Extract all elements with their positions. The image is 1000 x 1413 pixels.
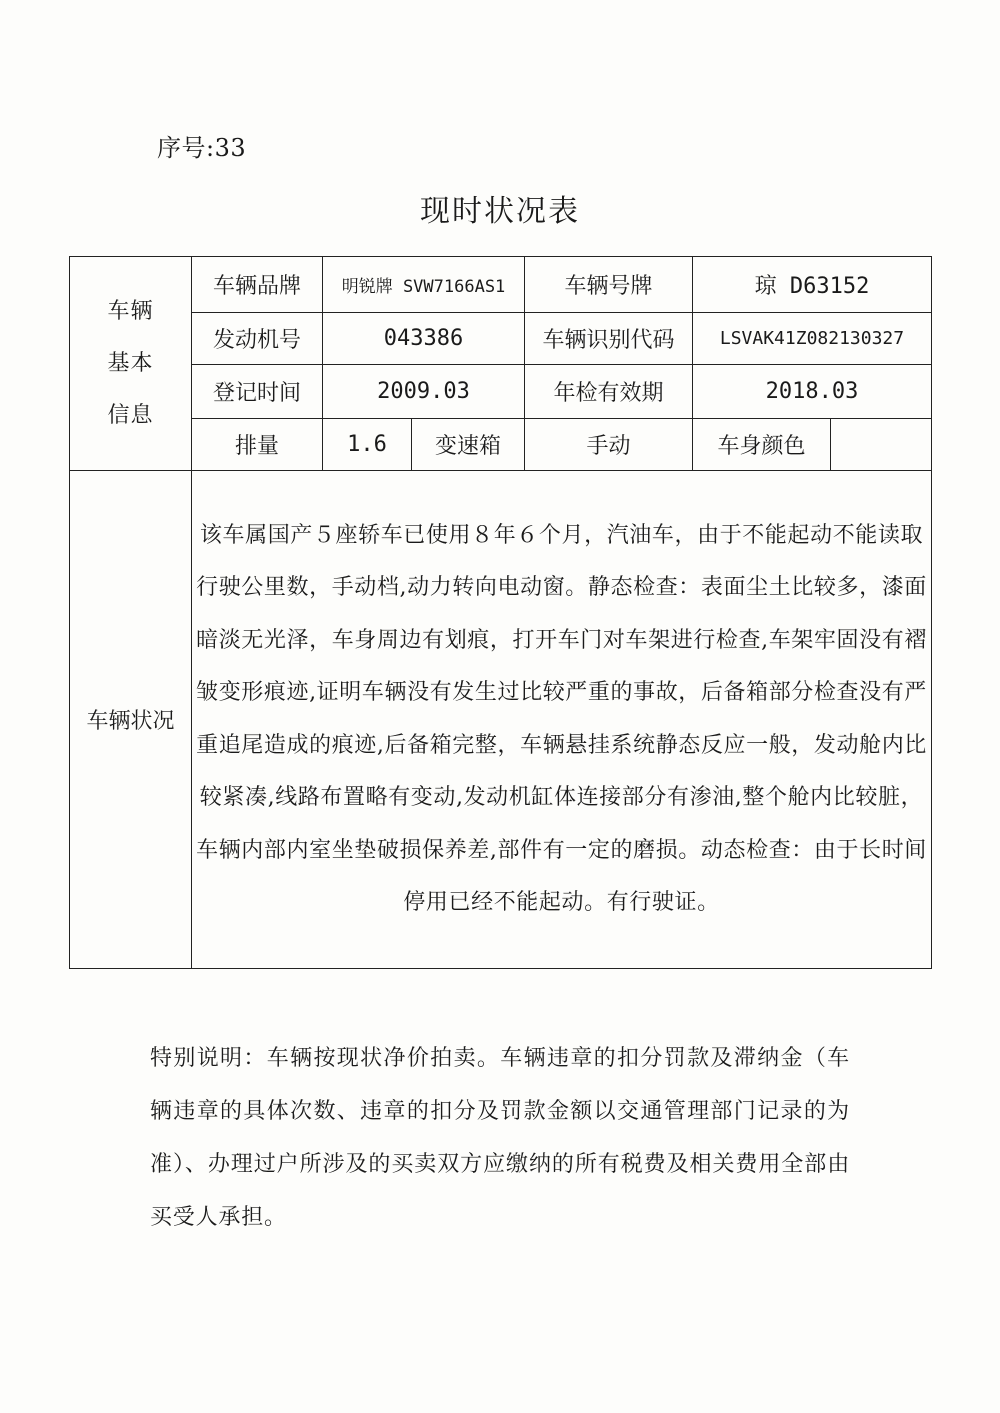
basic-info-label: [70, 257, 192, 471]
brand-value: 明锐牌 SVW7166AS1: [323, 257, 525, 313]
displacement-label: 排量: [192, 419, 323, 471]
vin-label: 车辆识别代码: [525, 313, 693, 365]
basic-info-line-2: 基本: [107, 350, 154, 376]
special-note: 特别说明：车辆按现状净价拍卖。车辆违章的扣分罚款及滞纳金（车辆违章的具体次数、违章的扣分及罚款金额以交通管理部门记录的为准）、办理过户所涉及的买卖双方应缴纳的所有税费及相关费用全部由买受人承担。: [150, 1046, 850, 1230]
body-color-label: 车身颜色: [693, 419, 831, 471]
register-date-value: 2009.03: [323, 365, 525, 419]
vin-value: LSVAK41Z082130327: [693, 313, 932, 365]
plate-label: 车辆号牌: [525, 257, 693, 313]
engine-number-value: 043386: [323, 313, 525, 365]
condition-text: 该车属国产５座轿车已使用８年６个月，汽油车，由于不能起动不能读取行驶公里数，手动档,动力转向电动窗。静态检查：表面尘土比较多，漆面暗淡无光泽，车身周边有划痕，打开车门对车架进行检查,车架牢固没有褶皱变形痕迹,证明车辆没有发生过比较严重的事故，后备箱部分检查没有严重追尾造成的痕迹,后备箱完整，车辆悬挂系统静态反应一般，发动舱内比较紧凑,线路布置略有变动,发动机缸体连接部分有渗油,整个舱内比较脏，车辆内部内室坐垫破损保养差,部件有一定的磨损。动态检查：由于长时间停用已经不能起动。有行驶证。: [192, 471, 932, 969]
serial-number: 序号:33: [157, 134, 247, 162]
document-title: 现时状况表: [420, 194, 580, 229]
register-date-label: 登记时间: [192, 365, 323, 419]
inspection-label: 年检有效期: [525, 365, 693, 419]
gearbox-value: 手动: [525, 419, 693, 471]
condition-label: 车辆状况: [70, 471, 192, 969]
displacement-value: 1.6: [323, 419, 412, 471]
basic-info-line-3: 信息: [107, 402, 154, 428]
brand-label: 车辆品牌: [192, 257, 323, 313]
plate-value: 琼 D63152: [693, 257, 932, 313]
engine-number-label: 发动机号: [192, 313, 323, 365]
body-color-value: [831, 419, 932, 471]
vehicle-status-table: [69, 256, 932, 969]
basic-info-line-1: 车辆: [107, 298, 154, 324]
gearbox-label: 变速箱: [412, 419, 525, 471]
inspection-value: 2018.03: [693, 365, 932, 419]
